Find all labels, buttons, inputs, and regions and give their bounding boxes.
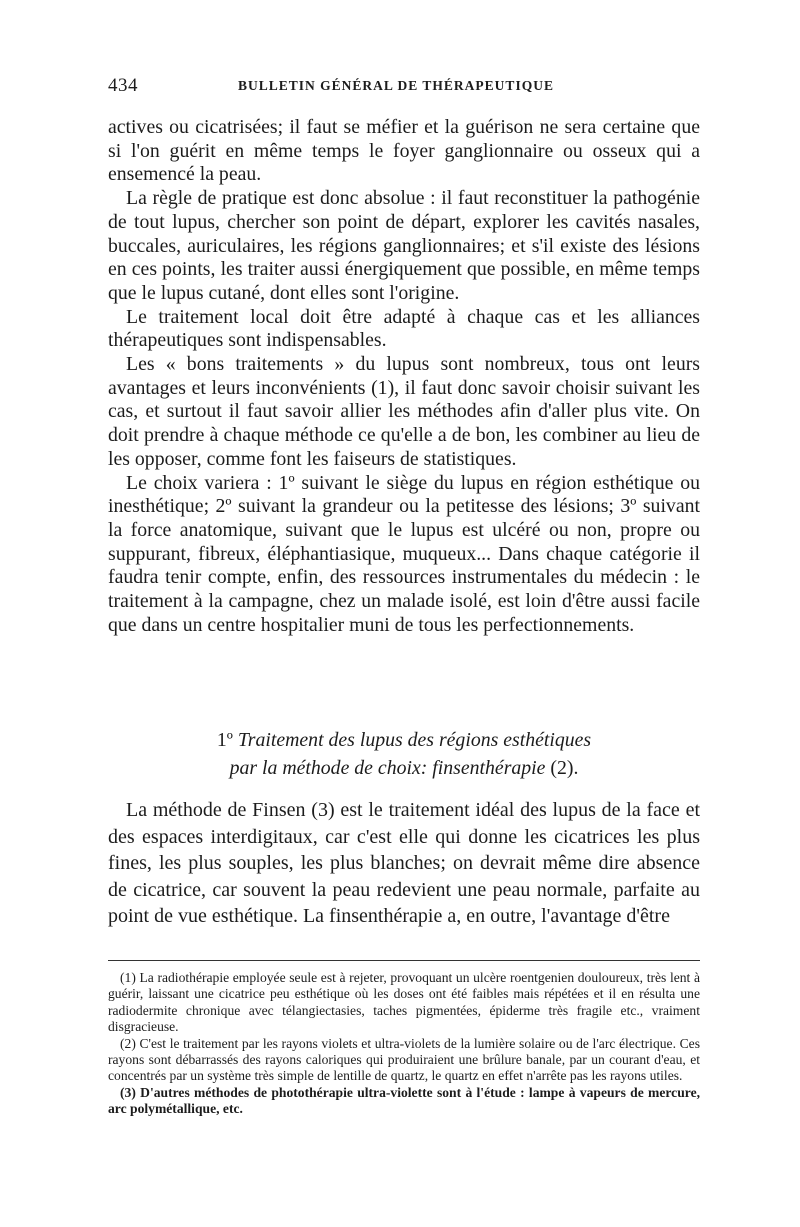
document-page [108, 0, 700, 1227]
running-title: BULLETIN GÉNÉRAL DE THÉRAPEUTIQUE [238, 78, 554, 93]
section-heading-number: 1º [216, 729, 233, 751]
section-heading [108, 726, 700, 782]
section-heading-line-2 [108, 754, 700, 782]
section-heading-note-ref: (2). [550, 757, 579, 779]
section-text [108, 797, 700, 930]
paragraph-local-treatment: Le traitement local doit être adapté à chaque cas et les alliances thérapeutiques sont indispensables. [108, 305, 700, 352]
section-heading-title-1: Traitement des lupus des régions esthétiques [237, 729, 592, 751]
footnote-divider [108, 960, 700, 961]
page-header [108, 75, 700, 99]
footnotes [108, 970, 700, 1118]
footnote-1: (1) La radiothérapie employée seule est à rejeter, provoquant un ulcère roentgenien douloureux, très lent à guérir, laissant une cicatrice peu esthétique où les doses ont été faibles mais répétées et il en résulta une radiodermite chronique avec télangiectasies, taches pigmentées, épiderme très fragile etc., vraiment disgracieuse. [108, 970, 700, 1035]
paragraph-choice: Le choix variera : 1º suivant le siège du lupus en région esthétique ou inesthétique; 2º suivant la grandeur ou la petitesse des lésions; 3º suivant la force anatomique, suivant que le lupus est ulcéré ou non, propre ou suppurant, fibreux, éléphantiasique, muqueux... Dans chaque catégorie il faudra tenir compte, enfin, des ressources instrumentales du médecin : le traitement à la campagne, chez un malade isolé, est loin d'être aussi facile que dans un centre hospitalier muni de tous les perfectionnements. [108, 471, 700, 636]
section-heading-title-2: par la méthode de choix: finsenthérapie [229, 757, 546, 779]
body-text [108, 116, 700, 637]
paragraph-finsen: La méthode de Finsen (3) est le traitement idéal des lupus de la face et des espaces interdigitaux, car c'est elle qui donne les cicatrices les plus fines, les plus souples, les plus blanches; on devrait même dire absence de cicatrice, car souvent la peau redevient une peau normale, parfaite au point de vue esthétique. La finsenthérapie a, en outre, l'avantage d'être [108, 799, 700, 928]
paragraph-good-treatments: Les « bons traitements » du lupus sont nombreux, tous ont leurs avantages et leurs inconvénients (1), il faut donc savoir choisir suivant les cas, et surtout il faut savoir allier les méthodes afin d'aller plus vite. On doit prendre à chaque méthode ce qu'elle a de bon, les combiner au lieu de les opposer, comme font les faiseurs de statistiques. [108, 353, 700, 470]
footnote-2: (2) C'est le traitement par les rayons violets et ultra-violets de la lumière solaire ou de l'arc électrique. Ces rayons sont débarrassés des rayons caloriques qui produiraient une brûlure banale, par un courant d'eau, et concentrés par un système très simple de lentille de quartz, le quartz en effet n'arrête pas les rayons utiles. [108, 1035, 700, 1084]
paragraph-continuation: actives ou cicatrisées; il faut se méfier et la guérison ne sera certaine que si l'on guérit en même temps le foyer ganglionnaire ou osseux qui a ensemencé la peau. [108, 116, 700, 186]
footnote-3: (3) D'autres méthodes de photothérapie ultra-violette sont à l'étude : lampe à vapeurs de mercure, arc polymétallique, etc. [108, 1084, 700, 1117]
section-heading-line-1 [108, 726, 700, 754]
paragraph-rule: La règle de pratique est donc absolue : il faut reconstituer la pathogénie de tout lupus, chercher son point de départ, explorer les cavités nasales, buccales, auriculaires, les régions ganglionnaires; et s'il existe des lésions en ces points, les traiter aussi énergiquement que possible, en même temps que le lupus cutané, dont elles sont l'origine. [108, 187, 700, 304]
page-number: 434 [108, 75, 138, 96]
